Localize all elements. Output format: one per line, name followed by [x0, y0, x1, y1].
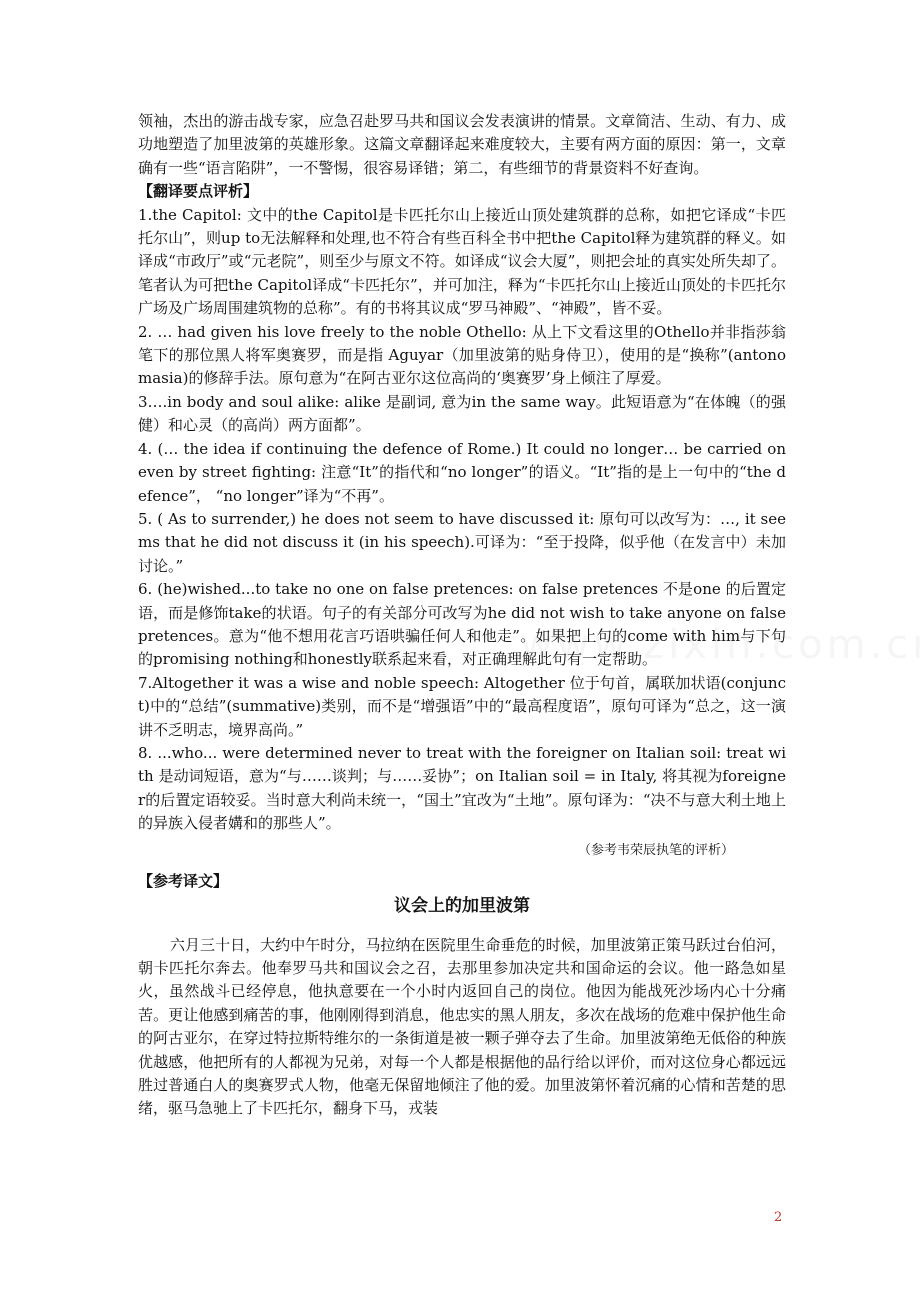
note-8: 8. ...who... were determined never to treat with the foreigner on Italian soil: treat with 是动词短语，意为“与……谈判；与……妥协”；on Italian soil = in Italy, 将其视为foreigner的后置定语较妥。当时意大利尚未统一，“国土”宜改为“土地”。原句译为：“决不与意大利土地上的异族入侵者媾和的那些人”。 — [138, 743, 786, 833]
note-1: 1.the Capitol: 文中的the Capitol是卡匹托尔山上接近山顶处建筑群的总称，如把它译成“卡匹托尔山”，则up to无法解释和处理,也不符合有些百科全书中把the Capitol释为建筑群的释义。如译成“市政厅”或“元老院”，则至少与原文不符。如译成“议会大厦”，则把会址的真实处所失却了。笔者认为可把the Capitol译成“卡匹托尔”，并可加注，释为“卡匹托尔山上接近山顶处的卡匹托尔广场及广场周围建筑物的总称”。有的书将其议成“罗马神殿”、“神殿”，皆不妥。 — [138, 205, 786, 318]
document-page — [138, 110, 786, 1121]
page-number: 2 — [774, 1210, 783, 1225]
translation-heading: 【参考译文】 — [138, 871, 229, 890]
translation-body: 六月三十日，大约中午时分，马拉纳在医院里生命垂危的时候，加里波第正策马跃过台伯河，朝卡匹托尔奔去。他奉罗马共和国议会之召，去那里参加决定共和国命运的会议。他一路急如星火，虽然战斗已经停息，他执意要在一个小时内返回自己的岗位。他因为能战死沙场内心十分痛苦。更让他感到痛苦的事，他刚刚得到消息，他忠实的黑人朋友，多次在战场的危难中保护他生命的阿古亚尔，在穿过特拉斯特维尔的一条街道是被一颗子弹夺去了生命。加里波第绝无低俗的种族优越感，他把所有的人都视为兄弟，对每一个人都是根据他的品行给以评价，而对这位身心都远远胜过普通白人的奥赛罗式人物，他毫无保留地倾注了他的爱。加里波第怀着沉痛的心情和苦楚的思绪，驱马急驰上了卡匹托尔，翻身下马，戎装 — [138, 935, 786, 1118]
note-2: 2. … had given his love freely to the noble Othello: 从上下文看这里的Othello并非指莎翁笔下的那位黑人将军奥赛罗，而是指 Aguyar（加里波第的贴身侍卫），使用的是“换称”(antonomasia)的修辞手法。原句意为“在阿古亚尔这位高尚的‘奥赛罗’身上倾注了厚爱。 — [138, 322, 786, 388]
note-7: 7.Altogether it was a wise and noble speech: Altogether 位于句首，属联加状语(conjunct)中的“总结”(summative)类别，而不是“增强语”中的“最高程度语”，原句可译为“总之，这一演讲不乏明志，境界高尚。” — [138, 673, 786, 739]
translation-title: 议会上的加里波第 — [394, 895, 530, 916]
note-3: 3….in body and soul alike: alike 是副词, 意为in the same way。此短语意为“在体魄（的强健）和心灵（的高尚）两方面都”。 — [138, 392, 786, 435]
note-6: 6. (he)wished...to take no one on false pretences: on false pretences 不是one 的后置定语，而是修饰take的状语。句子的有关部分可改写为he did not wish to take anyone on false pretences。意为“他不想用花言巧语哄骗任何人和他走”。如果把上句的come with him与下句的promising nothing和honestly联系起来看，对正确理解此句有一定帮助。 — [138, 580, 786, 669]
note-5: 5. ( As to surrender,) he does not seem to have discussed it: 原句可以改写为：…, it seems that he did not discuss it (in his speech).可译为：“至于投降，似乎他（在发言中）未加讨论。” — [138, 509, 786, 575]
analysis-heading: 【翻译要点评析】 — [138, 182, 259, 201]
note-4: 4. (… the idea if continuing the defence of Rome.) It could no longer… be carried on even by street fighting: 注意“It”的指代和“no longer”的语义。“It”指的是上一句中的“the defence”， “no longer”译为“不再”。 — [138, 439, 786, 505]
intro-paragraph: 领袖，杰出的游击战专家，应急召赴罗马共和国议会发表演讲的情景。文章简洁、生动、有力、成功地塑造了加里波第的英雄形象。这篇文章翻译起来难度较大，主要有两方面的原因：第一，文章确有一些“语言陷阱”，一不警惕，很容易译错；第二，有些细节的背景资料不好查询。 — [138, 112, 786, 177]
credit-line: （参考韦荣辰执笔的评析） — [577, 842, 734, 858]
